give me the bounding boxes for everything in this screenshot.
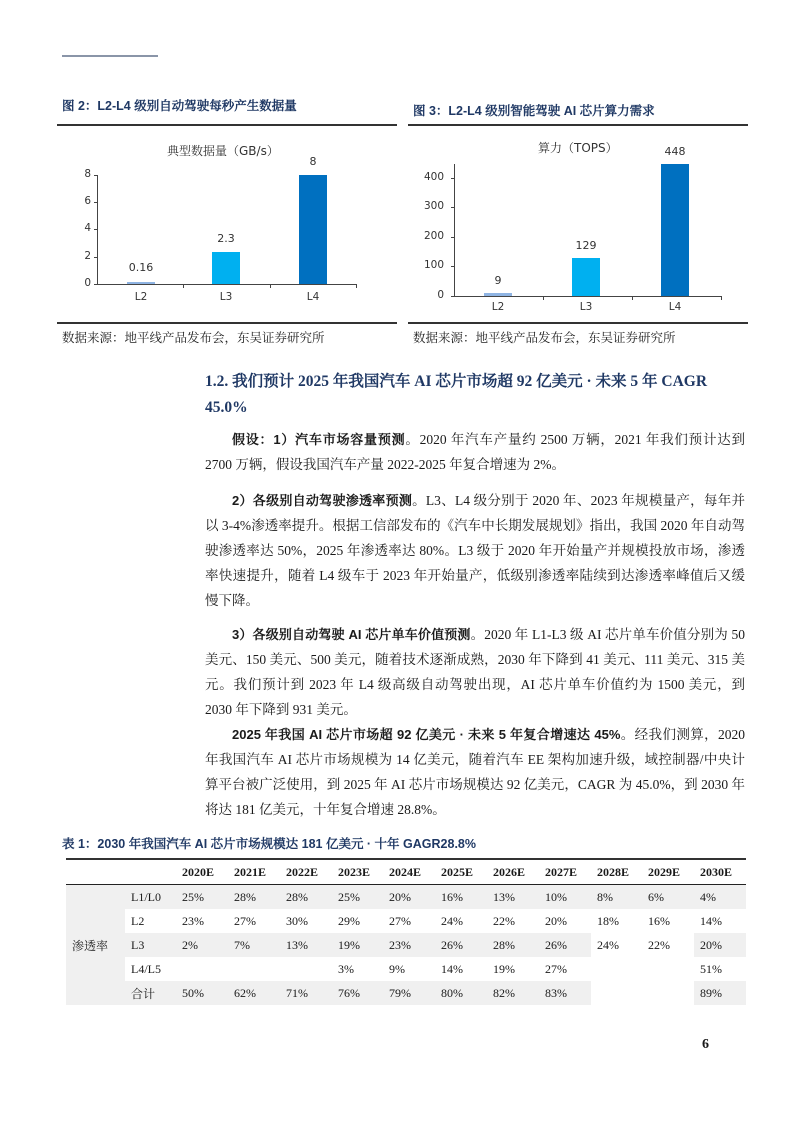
y-tick-label: 300 [423, 200, 444, 212]
header-empty [125, 860, 176, 885]
table-cell: 82% [493, 985, 515, 1000]
table-1-title: 表 1：2030 年我国汽车 AI 芯片市场规模达 181 亿美元 · 十年 GAGR28.8% [62, 837, 476, 851]
figure-2-title: 图 2：L2-L4 级别自动驾驶每秒产生数据量 [62, 99, 297, 113]
table-cell: 4% [700, 889, 716, 904]
table-cell: 20% [700, 937, 722, 952]
table-cell: 26% [545, 937, 567, 952]
table-cell: 71% [286, 985, 308, 1000]
column-header: 2029E [648, 864, 681, 879]
table-cell: 9% [389, 961, 405, 976]
x-category-label: L3 [579, 301, 593, 313]
x-category-label: L4 [306, 291, 320, 303]
y-tick-label: 200 [423, 230, 444, 242]
bar-value-label: 129 [575, 239, 597, 252]
figure-3-source: 数据来源：地平线产品发布会，东吴证券研究所 [413, 331, 676, 345]
table-cell: 8% [597, 889, 613, 904]
table-cell: 89% [700, 985, 722, 1000]
y-tick-label: 100 [423, 259, 444, 271]
table-cell: 6% [648, 889, 664, 904]
table-cell: 2% [182, 937, 198, 952]
table-cell: 26% [441, 937, 463, 952]
table-row [66, 885, 746, 910]
y-tick-label: 0 [84, 277, 91, 289]
x-category-label: L2 [491, 301, 505, 313]
table-cell: 27% [234, 913, 256, 928]
bar-value-label: 0.16 [128, 261, 154, 274]
paragraph-assumption-2 [205, 488, 745, 613]
figure-3-bottom-rule [408, 322, 748, 324]
x-tick [270, 284, 271, 288]
column-header: 2021E [234, 864, 267, 879]
y-tick [94, 229, 98, 230]
penetration-table [66, 860, 746, 1005]
section-heading [205, 369, 750, 421]
page-number: 6 [702, 1037, 709, 1052]
table-cell: 30% [286, 913, 308, 928]
table-cell [228, 957, 280, 981]
paragraph-lead: 2025 年我国 AI 芯片市场超 92 亿美元 · 未来 5 年复合增速达 45% [232, 727, 621, 742]
column-header: 2024E [389, 864, 422, 879]
paragraph-lead: 2）各级别自动驾驶渗透率预测 [232, 493, 413, 508]
header-rule [62, 55, 158, 57]
bar-value-label: 8 [309, 155, 317, 168]
paragraph-lead: 假设：1）汽车市场容量预测 [232, 432, 406, 447]
column-header: 2028E [597, 864, 630, 879]
x-tick [632, 296, 633, 300]
x-tick [356, 284, 357, 288]
table-cell: 16% [648, 913, 670, 928]
column-header: 2022E [286, 864, 319, 879]
paragraph-body: 。L3、L4 级分别于 2020 年、2023 年规模量产，每年并以 3-4%渗透率提升。根据工信部发布的《汽车中长期发展规划》指出，我国 2020 年自动驾驶渗透率达 50%，2025 年渗透率达 80%。L3 级于 2020 年开始量产并规模投放市场，渗透率快速提升，随着 L4 级车于 2023 年开始量产，低级别渗透率陆续到达渗透率峰值后又缓慢下降。 [205, 493, 745, 608]
y-tick-label: 2 [84, 250, 91, 262]
table-cell: 18% [597, 913, 619, 928]
table-cell: 28% [286, 889, 308, 904]
table-cell [642, 957, 694, 981]
table-cell: 10% [545, 889, 567, 904]
group-label: 渗透率 [66, 885, 125, 1006]
y-tick [451, 296, 455, 297]
table-cell: 27% [389, 913, 411, 928]
table-cell [280, 957, 332, 981]
bar-value-label: 448 [664, 145, 686, 158]
table-cell: 14% [700, 913, 722, 928]
y-tick [451, 207, 455, 208]
y-tick [94, 284, 98, 285]
table-cell: 13% [493, 889, 515, 904]
table-cell: 29% [338, 913, 360, 928]
x-category-label: L4 [668, 301, 682, 313]
column-header: 2027E [545, 864, 578, 879]
table-cell: 28% [234, 889, 256, 904]
header-empty [66, 860, 125, 885]
chart-compute-demand [408, 126, 748, 318]
x-axis [97, 284, 357, 285]
figure-3-title: 图 3：L2-L4 级别智能驾驶 AI 芯片算力需求 [413, 104, 655, 118]
y-tick-label: 4 [84, 222, 91, 234]
y-tick [451, 178, 455, 179]
table-cell [176, 957, 228, 981]
table-cell: 14% [441, 961, 463, 976]
table-cell: 20% [545, 913, 567, 928]
table-row [66, 981, 746, 1005]
column-header: 2023E [338, 864, 371, 879]
paragraph-market-size [205, 722, 745, 822]
bar-L2 [127, 282, 155, 284]
table-cell: 25% [338, 889, 360, 904]
y-tick-label: 400 [423, 171, 444, 183]
table-cell: 25% [182, 889, 204, 904]
bar-L3 [572, 258, 600, 296]
column-header: 2026E [493, 864, 526, 879]
table-header-row [66, 860, 746, 885]
table-cell: 79% [389, 985, 411, 1000]
paragraph-lead: 3）各级别自动驾驶 AI 芯片单车价值预测 [232, 627, 471, 642]
paragraph-body: 。2020 年汽车产量约 2500 万辆，2021 年我们预计达到 2700 万辆，假设我国汽车产量 2022-2025 年复合增速为 2%。 [205, 432, 746, 472]
paragraph-assumption-3 [205, 622, 745, 722]
table-cell [642, 981, 694, 1005]
table-cell [591, 957, 642, 981]
table-cell: 22% [493, 913, 515, 928]
table-cell: 51% [700, 961, 722, 976]
table-cell: 7% [234, 937, 250, 952]
row-label: L3 [131, 937, 145, 952]
paragraph-assumption-1 [205, 427, 745, 477]
table-cell: 16% [441, 889, 463, 904]
bar-L3 [212, 252, 240, 284]
x-axis [454, 296, 722, 297]
figure-2-source: 数据来源：地平线产品发布会，东吴证券研究所 [62, 331, 325, 345]
y-tick [94, 257, 98, 258]
row-label: 合计 [131, 986, 156, 1001]
row-label: L4/L5 [131, 961, 161, 976]
table-row [66, 909, 746, 933]
y-axis [454, 164, 455, 296]
x-tick [543, 296, 544, 300]
table-row [66, 933, 746, 957]
paragraph-body: 。2020 年 L1-L3 级 AI 芯片单车价值分别为 50 美元、150 美元、500 美元，随着技术逐渐成熟，2030 年下降到 41 美元、111 美元、315 美元。我们预计到 2023 年 L4 级高级自动驾驶出现，AI 芯片单车价值约为 1500 美元，到 2030 年下降到 931 美元。 [205, 627, 745, 717]
x-category-label: L2 [134, 291, 148, 303]
y-tick [94, 175, 98, 176]
x-category-label: L3 [219, 291, 233, 303]
table-cell: 83% [545, 985, 567, 1000]
section-heading-line2: 45.0% [205, 399, 248, 416]
bar-value-label: 9 [494, 274, 502, 287]
bar-L2 [484, 293, 512, 296]
y-tick [94, 202, 98, 203]
y-tick-label: 6 [84, 195, 91, 207]
x-tick [721, 296, 722, 300]
table-cell: 22% [642, 933, 694, 957]
y-tick-label: 0 [437, 289, 444, 301]
table-cell: 19% [493, 961, 515, 976]
y-tick-label: 8 [84, 168, 91, 180]
chart-title: 典型数据量（GB/s） [167, 144, 279, 158]
table-cell: 24% [591, 933, 642, 957]
table-cell: 80% [441, 985, 463, 1000]
paragraph-body: 。经我们测算，2020 年我国汽车 AI 芯片市场规模为 14 亿美元，随着汽车 EE 架构加速升级，域控制器/中央计算平台被广泛使用，到 2025 年 AI 芯片市场规模达 92 亿美元，CAGR 为 45.0%，到 2030 年将达 181 亿美元，十年复合增速 28.8%。 [205, 727, 746, 817]
table-row [66, 957, 746, 981]
column-header: 2030E [700, 864, 733, 879]
column-header: 2025E [441, 864, 474, 879]
x-tick [183, 284, 184, 288]
table-cell: 23% [182, 913, 204, 928]
row-label: L1/L0 [131, 889, 161, 904]
column-header: 2020E [182, 864, 215, 879]
table-cell: 23% [389, 937, 411, 952]
table-cell: 19% [338, 937, 360, 952]
table-cell: 13% [286, 937, 308, 952]
table-cell [591, 981, 642, 1005]
table-cell: 28% [493, 937, 515, 952]
chart-title: 算力（TOPS） [538, 141, 618, 155]
bar-value-label: 2.3 [217, 232, 235, 245]
table-cell: 62% [234, 985, 256, 1000]
y-tick [451, 237, 455, 238]
section-heading-line1: 1.2. 我们预计 2025 年我国汽车 AI 芯片市场超 92 亿美元 · 未来 5 年 CAGR [205, 373, 708, 390]
table-cell: 27% [545, 961, 567, 976]
table-cell: 3% [338, 961, 354, 976]
chart-data-volume [57, 126, 397, 318]
row-label: L2 [131, 913, 145, 928]
table-cell: 24% [441, 913, 463, 928]
figure-2-bottom-rule [57, 322, 397, 324]
y-tick [451, 266, 455, 267]
bar-L4 [299, 175, 327, 284]
table-cell: 76% [338, 985, 360, 1000]
table-cell: 20% [389, 889, 411, 904]
table-cell: 50% [182, 985, 204, 1000]
bar-L4 [661, 164, 689, 296]
